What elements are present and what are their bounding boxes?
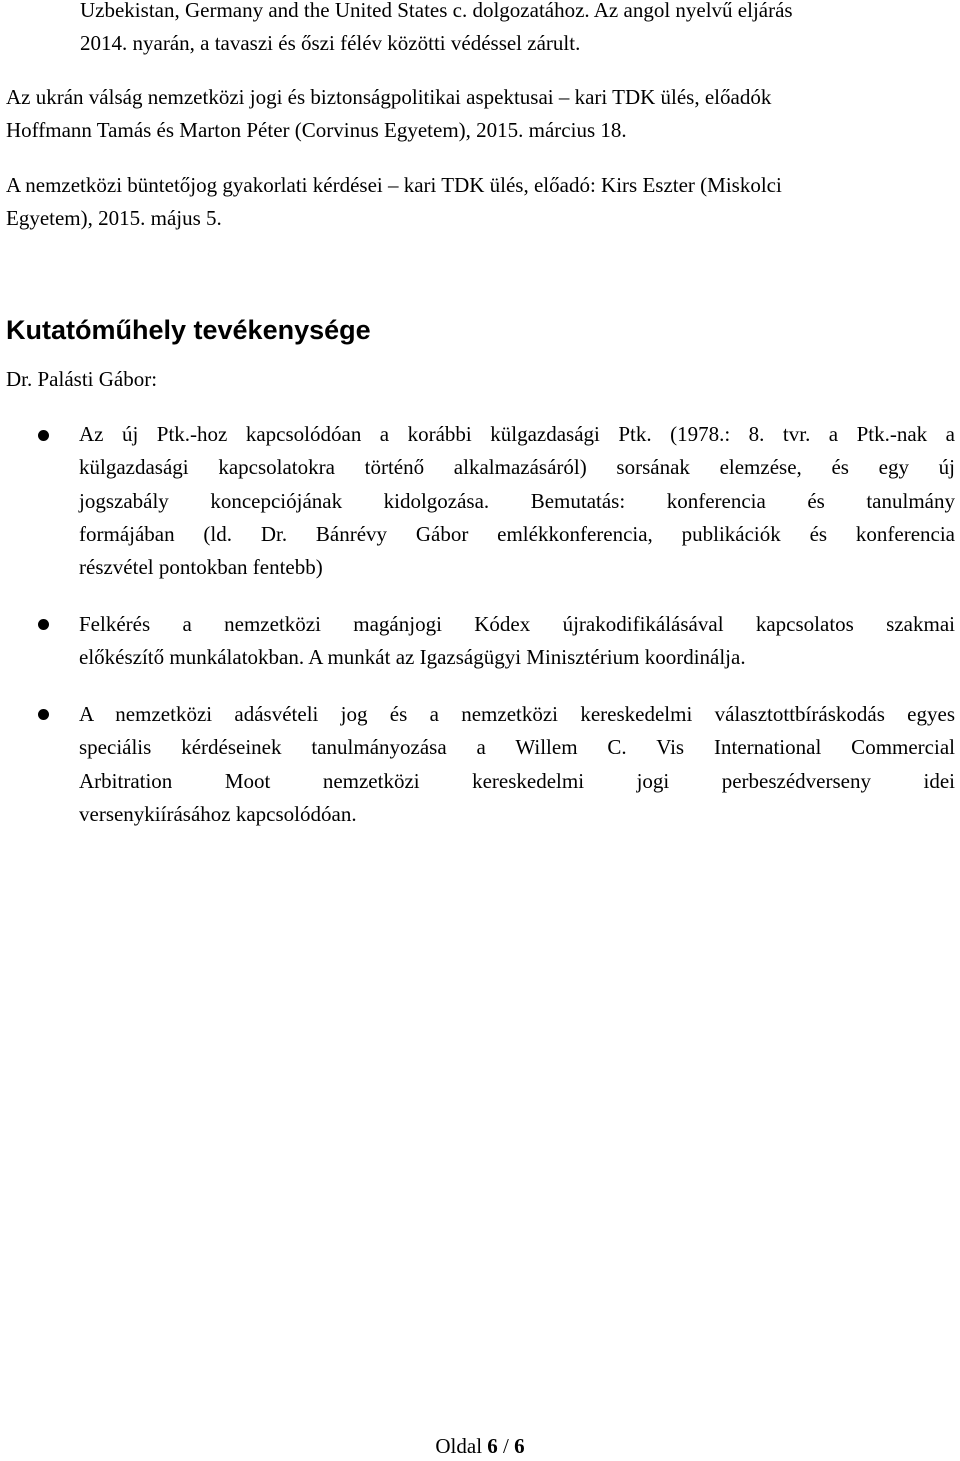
section-heading: Kutatóműhely tevékenysége (6, 315, 371, 345)
bullet-dot-icon (38, 709, 49, 720)
bullet-item-2-line: előkészítő munkálatokban. A munkát az Igazságügyi Minisztérium koordinálja. (79, 645, 746, 670)
bullet-item-2 (79, 608, 955, 675)
bullet-item-1-line: részvétel pontokban fentebb) (79, 555, 323, 580)
page-footer (0, 1431, 960, 1461)
bullet-item-1 (79, 418, 955, 584)
event-ukraine-line-2: Hoffmann Tamás és Marton Péter (Corvinus Egyetem), 2015. március 18. (6, 118, 627, 142)
bullet-item-3-line: versenykiírásához kapcsolódóan. (79, 801, 357, 826)
event-ukraine-line-1: Az ukrán válság nemzetközi jogi és biztonságpolitikai aspektusai ‒ kari TDK ülés, előadók (6, 85, 772, 109)
author-name: Dr. Palásti Gábor: (6, 367, 158, 391)
bullet-item-3-line: speciális kérdéseinek tanulmányozása a Willem C. Vis International Commercial (79, 735, 955, 760)
event-criminal-law-line-2: Egyetem), 2015. május 5. (6, 206, 222, 230)
continued-paragraph-line-1: Uzbekistan, Germany and the United States c. dolgozatához. Az angol nyelvű eljárás (80, 0, 793, 22)
footer-page-total: 6 (514, 1434, 525, 1458)
bullet-item-1-line: külgazdasági kapcsolatokra történő alkalmazásáról) sorsának elemzése, és egy új (79, 455, 955, 480)
event-criminal-law-line-1: A nemzetközi büntetőjog gyakorlati kérdései ‒ kari TDK ülés, előadó: Kirs Eszter (Miskolci (6, 173, 782, 197)
bullet-item-1-line: Az új Ptk.-hoz kapcsolódóan a korábbi külgazdasági Ptk. (1978.: 8. tvr. a Ptk.-nak a (79, 422, 955, 446)
footer-prefix: Oldal (435, 1434, 488, 1458)
footer-page-number: 6 (487, 1434, 498, 1458)
bullet-dot-icon (38, 430, 49, 441)
bullet-dot-icon (38, 619, 49, 630)
footer-separator: / (497, 1434, 515, 1458)
continued-paragraph-line-2: 2014. nyarán, a tavaszi és őszi félév közötti védéssel zárult. (80, 31, 581, 55)
bullet-item-2-line: Felkérés a nemzetközi magánjogi Kódex újrakodifikálásával kapcsolatos szakmai (79, 612, 955, 636)
bullet-item-3 (79, 698, 955, 831)
bullet-item-1-line: jogszabály koncepciójának kidolgozása. Bemutatás: konferencia és tanulmány (79, 488, 955, 513)
bullet-item-3-line: A nemzetközi adásvételi jog és a nemzetközi kereskedelmi választottbíráskodás egyes (79, 702, 955, 726)
bullet-item-3-line: Arbitration Moot nemzetközi kereskedelmi jogi perbeszédverseny idei (79, 768, 955, 793)
bullet-item-1-line: formájában (ld. Dr. Bánrévy Gábor emlékkonferencia, publikációk és konferencia (79, 521, 955, 546)
